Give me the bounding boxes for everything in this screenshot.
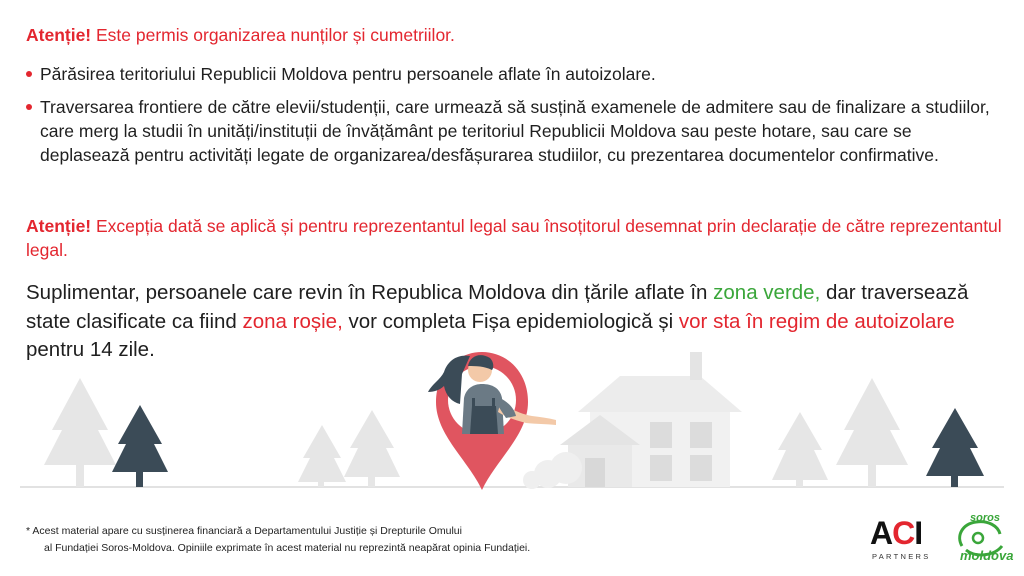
green-zone-text: zona verde, [713,281,821,304]
tree-light-icon [298,425,346,487]
soros-moldova-logo [948,510,1014,568]
notice-exception [26,214,1006,262]
moldova-text: moldova [960,548,1014,563]
soros-text: soros [970,512,1000,524]
notice-top [26,23,455,47]
para-text: pentru 14 zile. [26,338,155,361]
para-text: vor completa Fișa epidemiologică și [342,309,679,333]
notice-label: Atenție! [26,216,92,236]
aci-partners-logo [870,516,934,564]
para-text: Suplimentar, persoanele care revin în Republica Moldova din țările aflate în [26,281,714,304]
list-item [26,62,1001,86]
tree-dark-icon [112,405,168,487]
isolation-text: vor sta în regim de autoizolare [678,309,955,333]
tree-dark-icon [926,408,984,487]
footnote-line: al Fundației Soros-Moldova. Opiniile exprimate în acest material nu reprezintă neapărat opinia Fundației. [44,542,531,554]
notice-label: Atenție! [26,25,92,45]
aci-wordmark: ACI [870,515,923,551]
bullet-list [26,62,1001,176]
red-zone-text: zona roșie, [242,309,343,333]
house-icon [560,352,742,487]
notice-text: Excepția dată se aplică și pentru reprezentantul legal sau însoțitorul desemnat prin declarație de către reprezentantul legal. [26,216,1002,260]
illustration-scene [0,340,1024,500]
notice-text: Este permis organizarea nunților și cumetriilor. [91,25,455,45]
para-text: dar traversează state clasificate ca fiind [26,281,969,333]
footnote [26,523,530,557]
bullet-dot-icon [26,104,32,110]
tree-light-icon [836,378,908,487]
tree-light-icon [772,412,828,487]
tree-light-icon [344,410,400,487]
bullet-dot-icon [26,71,32,77]
bullet-text: Traversarea frontiere de către elevii/studenții, care urmează să susțină examenele de admitere sau de finalizare a studiilor, care merg la studii în unități/instituții de învățământ pe teritoriul Republicii Moldova sau peste hotare, sau care se deplasează pentru activități legate de organizarea/desfășurarea studiilor, cu prezentarea documentelor confirmative. [40,97,990,165]
tree-light-icon [44,378,116,487]
aci-subtitle: PARTNERS [872,552,931,561]
list-item [26,95,1001,167]
bullet-text: Părăsirea teritoriului Republicii Moldova pentru persoanele aflate în autoizolare. [40,64,656,84]
footnote-line: * Acest material apare cu susținerea financiară a Departamentului Justiție și Drepturile Omului [26,525,462,537]
